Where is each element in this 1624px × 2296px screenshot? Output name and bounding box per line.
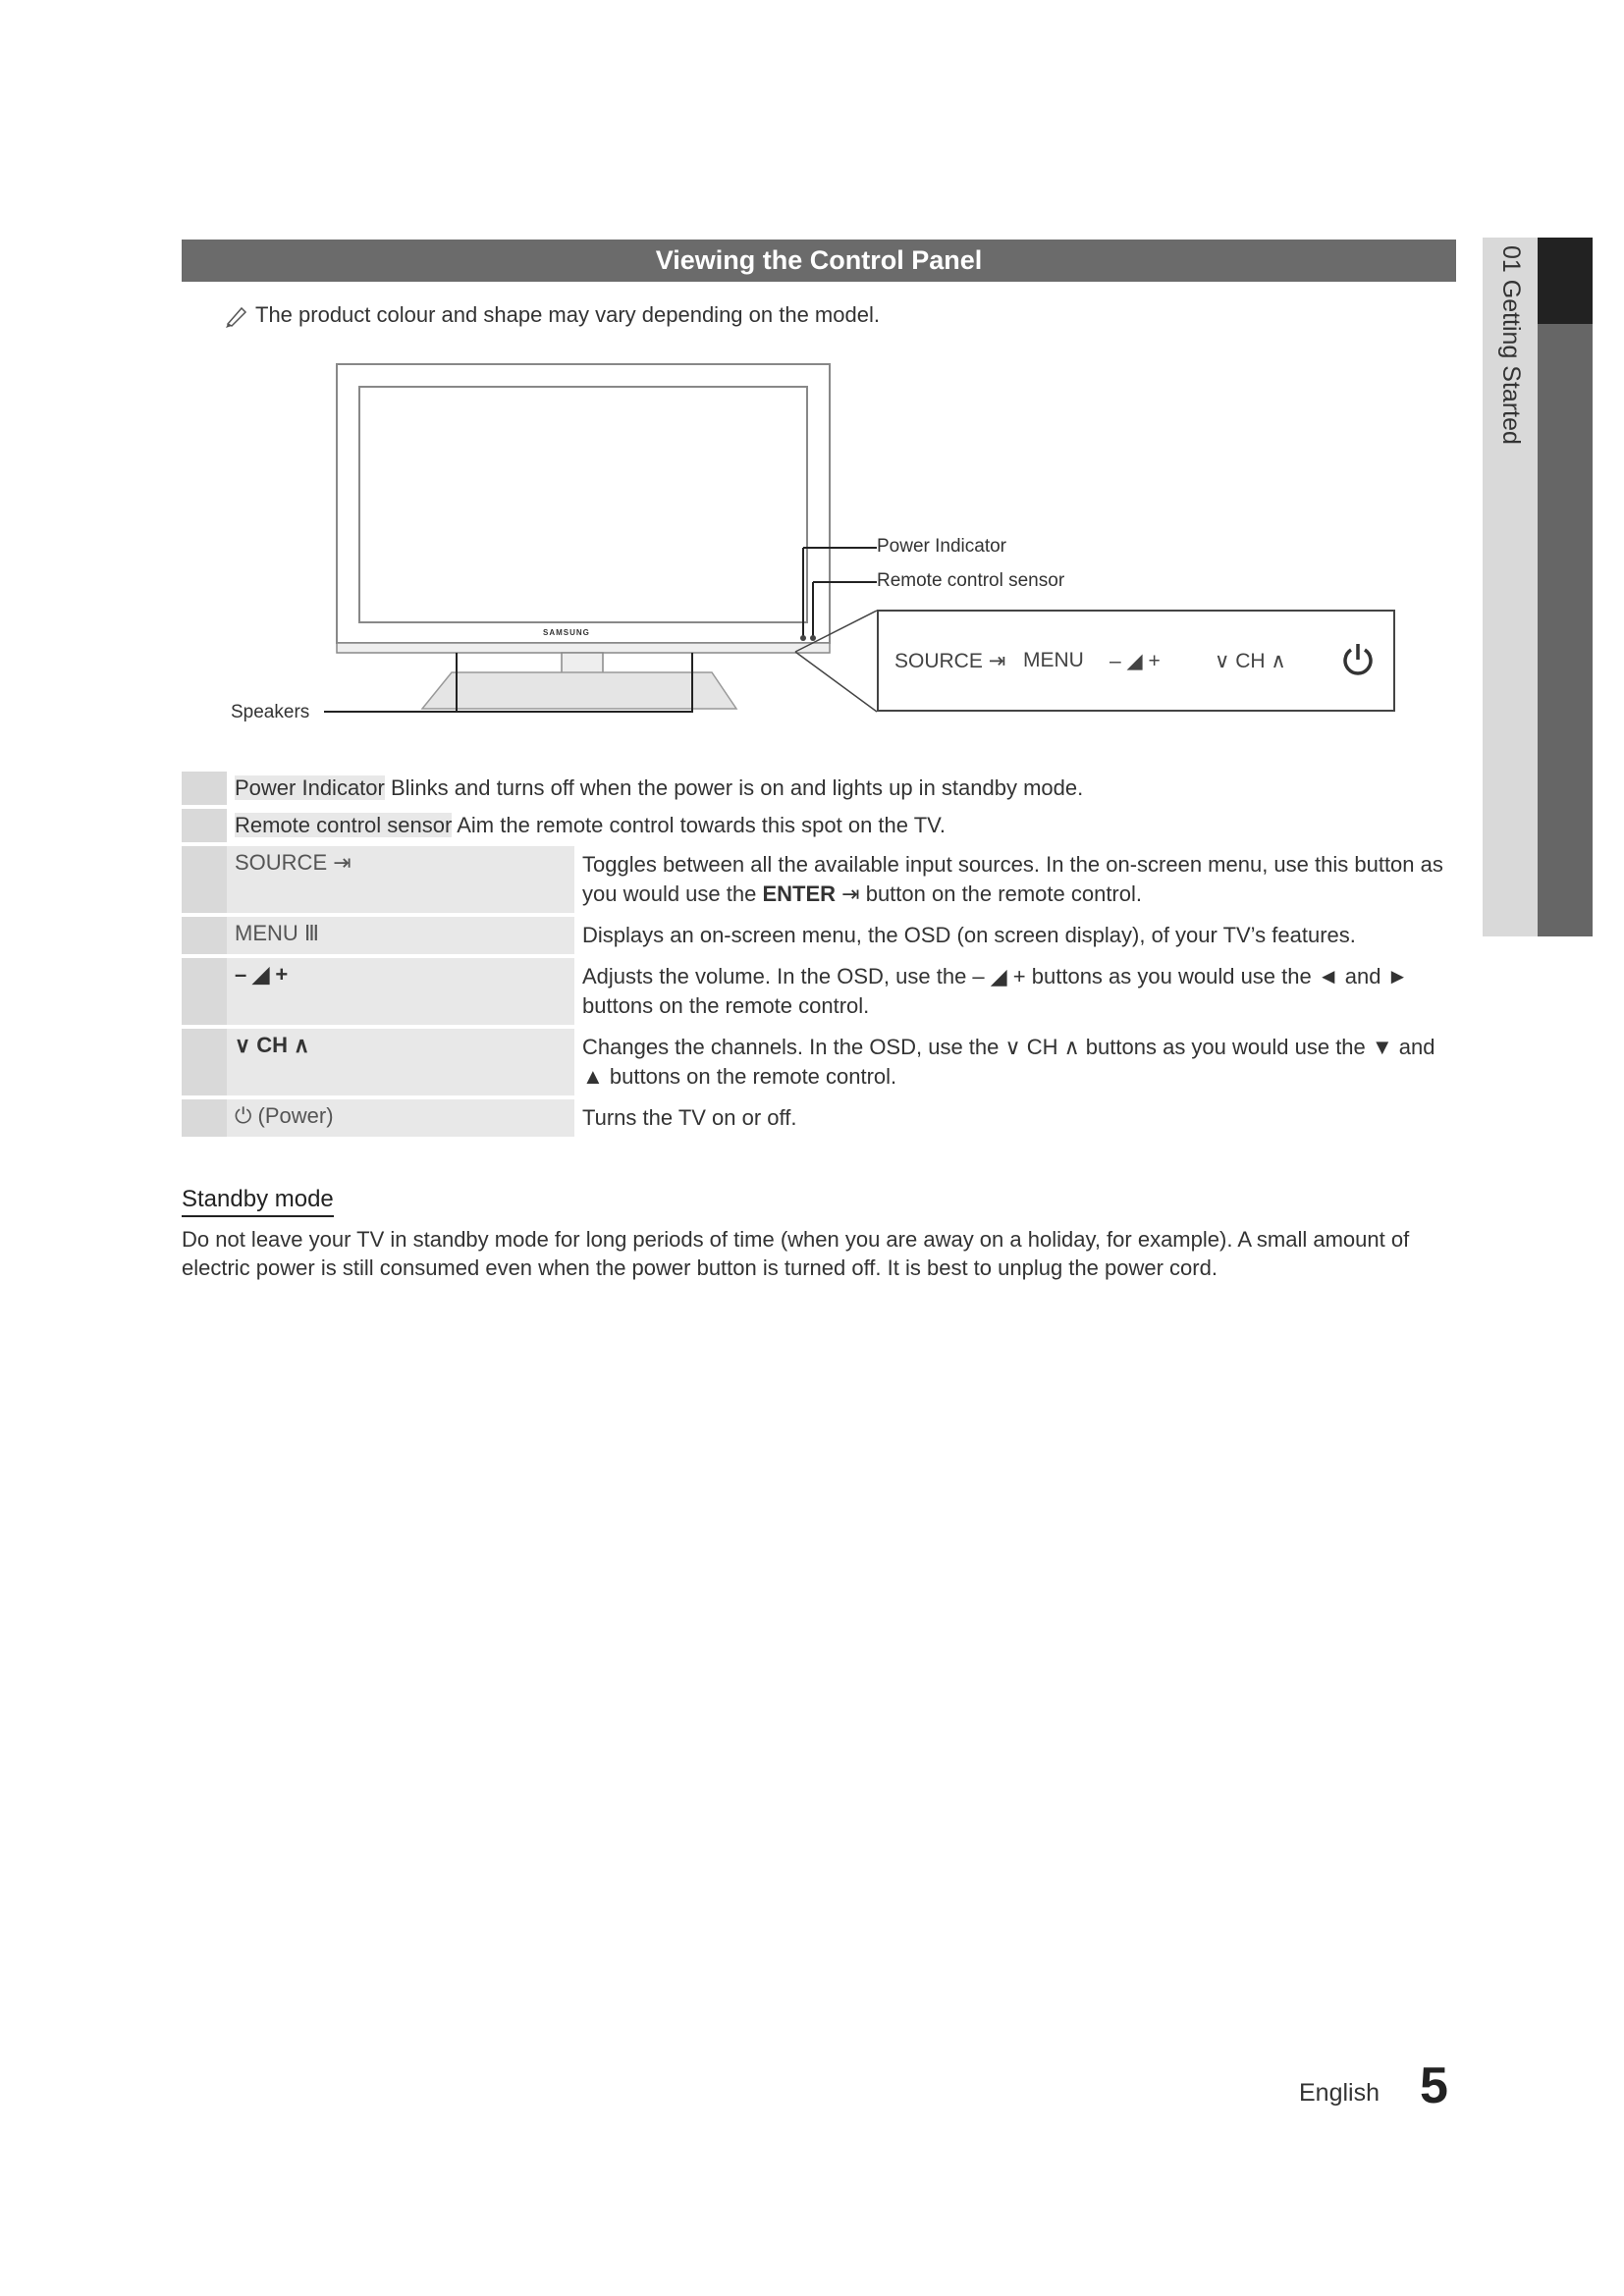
section-title: Viewing the Control Panel [182,240,1456,282]
standby-text: Do not leave your TV in standby mode for long periods of time (when you are away on a holiday, for example). A small amount of electric power is still consumed even when the power button is turned off. It is best to unplug the power cord. [182,1227,1410,1280]
table-row [182,772,1456,805]
brand-logo: SAMSUNG [543,628,590,637]
button-desc: Changes the channels. In the OSD, use the ∨ CH ∧ buttons as you would use the ▼ and ▲ buttons on the remote control. [582,1035,1435,1089]
source-icon: ⇥ [333,850,352,875]
button-desc: Adjusts the volume. In the OSD, use the – ◢ + buttons as you would use the ◄ and ► buttons on the remote control. [582,964,1409,1018]
power-icon [1340,641,1376,678]
enter-icon: ⇥ [841,881,860,906]
table-row [182,1029,1456,1095]
button-name: – ◢ + [227,958,574,1025]
button-name: MENU [235,921,298,945]
button-name: (Power) [257,1103,334,1128]
chapter-tab-label: 01 Getting Started [1497,245,1525,445]
button-name: ∨ CH ∧ [227,1029,574,1095]
table-row [182,809,1456,842]
row-lead: Remote control sensor [235,813,453,837]
panel-menu-button: MENU [1023,649,1084,671]
button-name: SOURCE [235,850,328,875]
table-row: SOURCE ⇥ Toggles between all the available input sources. In the on-screen menu, use this button as you would use the ENTER ⇥ button on the remote control. [182,846,1456,913]
remote-sensor-label: Remote control sensor [877,570,1065,591]
panel-source-button: SOURCE ⇥ [894,650,1006,672]
source-icon: ⇥ [988,650,1006,672]
table-row [182,1099,1456,1137]
panel-channel-button: ∨ CH ∧ [1215,650,1286,672]
row-text: Aim the remote control towards this spot on the TV. [457,813,946,837]
panel-volume-button: – ◢ + [1110,650,1161,672]
power-icon: ⏻ [235,1103,252,1128]
row-text: Blinks and turns off when the power is on and lights up in standby mode. [390,775,1084,800]
button-desc: Displays an on-screen menu, the OSD (on screen display), of your TV’s features. [582,923,1356,947]
controls-table [182,768,1456,1141]
table-row [182,917,1456,954]
table-row [182,958,1456,1025]
button-desc: Turns the TV on or off. [582,1105,797,1130]
standby-heading: Standby mode [182,1186,334,1217]
control-panel-closeup [877,610,1395,712]
footer-language: English [1299,2079,1380,2107]
page-number: 5 [1420,2057,1448,2114]
power-indicator-label: Power Indicator [877,536,1007,557]
row-lead: Power Indicator [235,775,385,800]
speakers-label: Speakers [231,702,310,722]
note-text: The product colour and shape may vary depending on the model. [255,302,880,327]
menu-icon: Ⅲ [303,921,320,945]
